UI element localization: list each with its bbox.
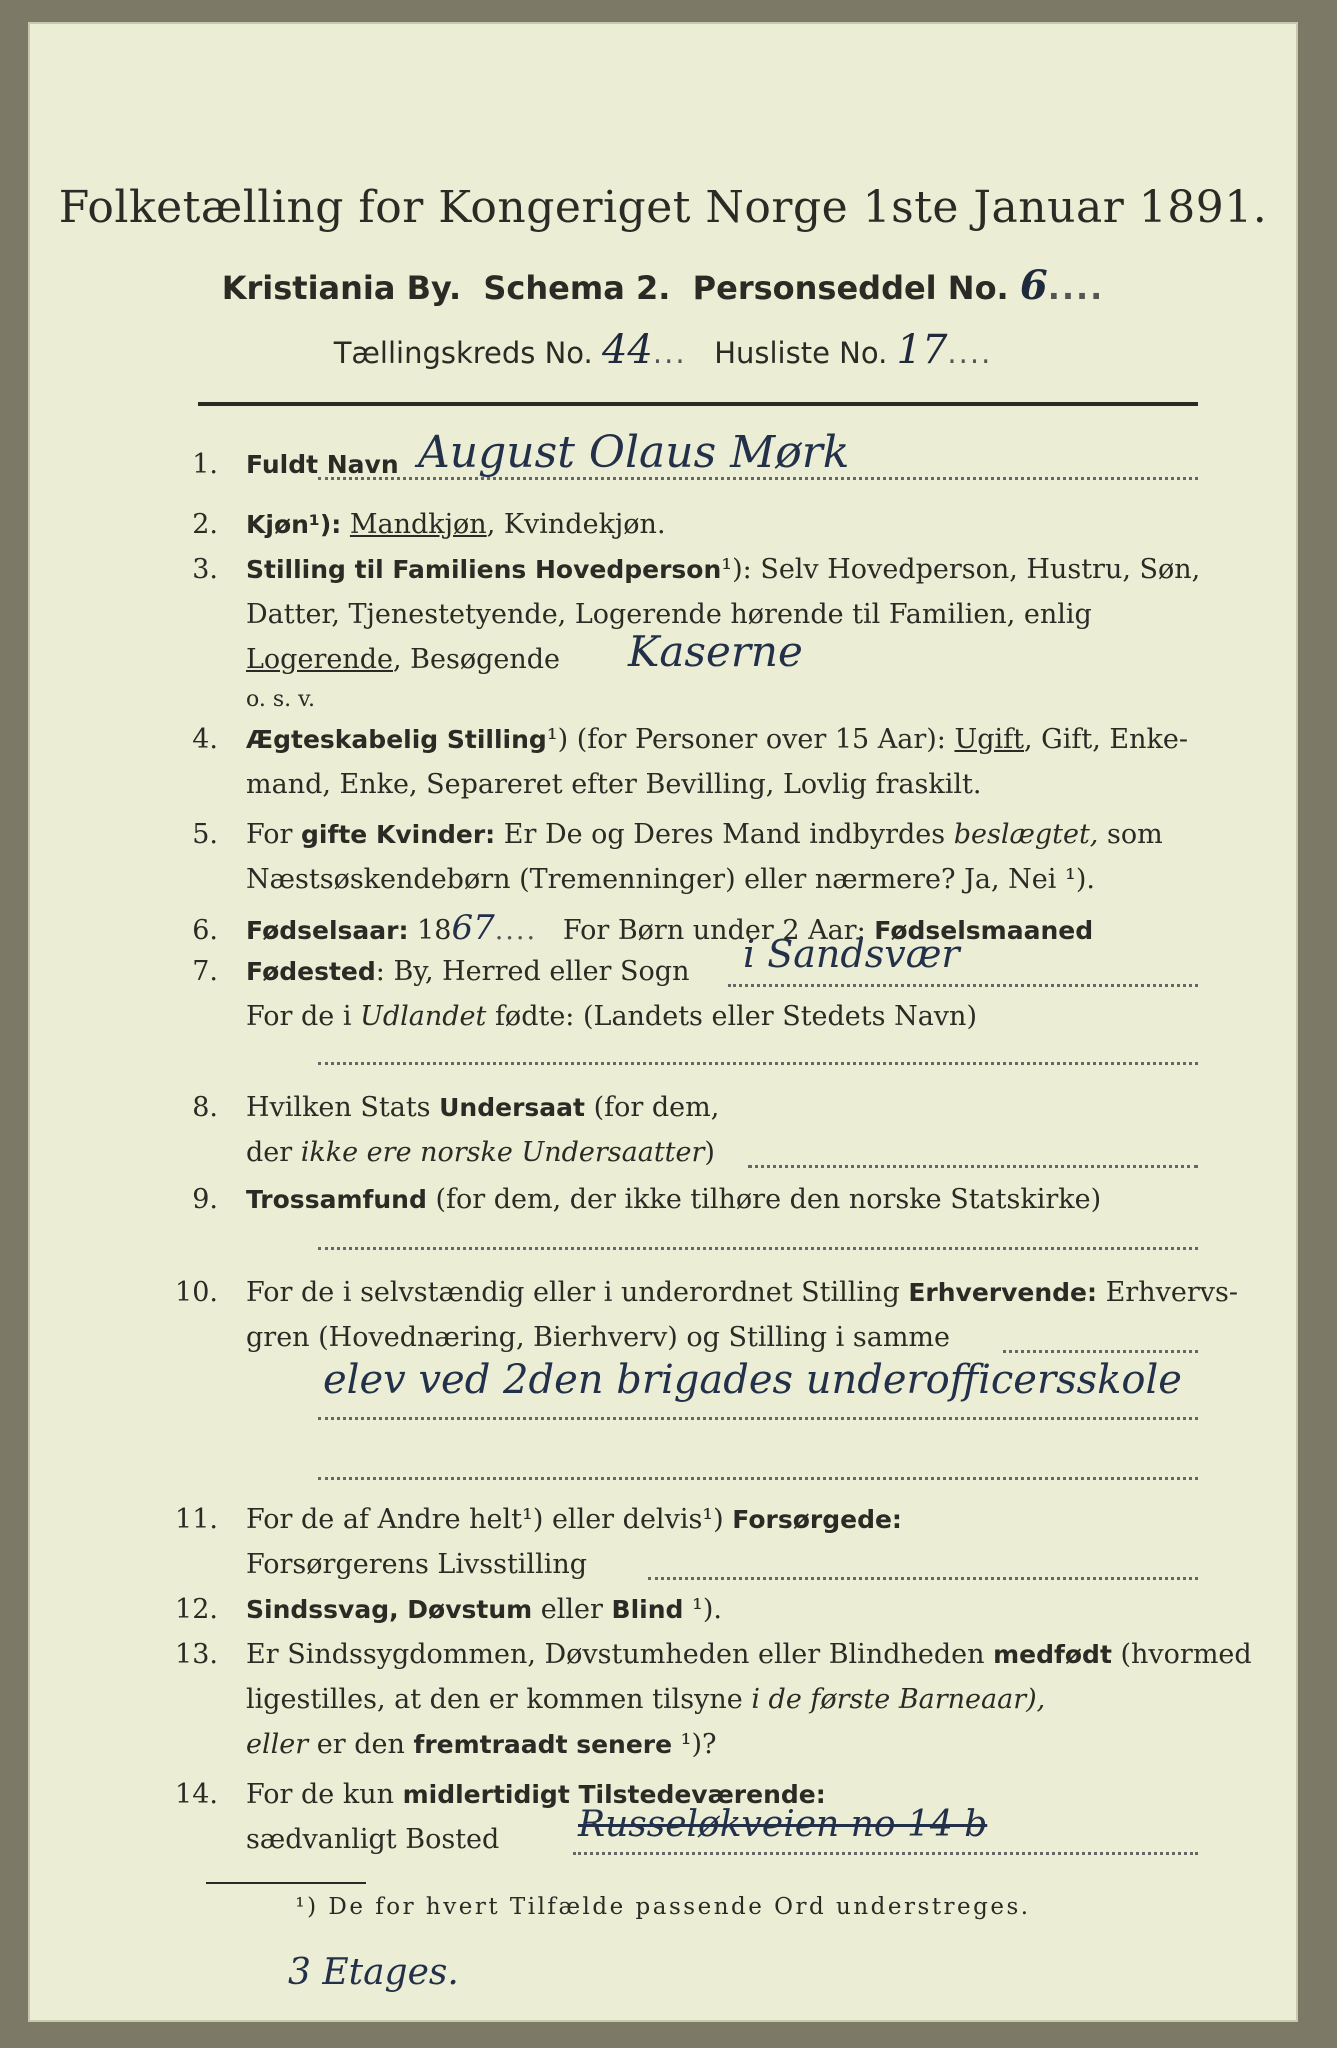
question-14: 14. For de kun midlertidigt Tilstedeværende:	[175, 1779, 826, 1810]
question-11: 11. For de af Andre helt¹) eller delvis¹) Forsørgede:	[175, 1504, 902, 1535]
question-4: 4. Ægteskabelig Stilling¹) (for Personer over 15 Aar): Ugift, Gift, Enke-	[192, 724, 1188, 755]
personseddel-label: Personseddel No.	[692, 269, 1009, 307]
question-3: 3. Stilling til Familiens Hovedperson¹): Selv Hovedperson, Hustru, Søn,	[192, 554, 1201, 585]
header-divider	[198, 402, 1198, 406]
question-8: 8. Hvilken Stats Undersaat (for dem,	[192, 1092, 720, 1123]
question-2: 2. Kjøn¹): Mandkjøn, Kvindekjøn.	[192, 509, 666, 540]
husliste-label: Husliste No.	[714, 336, 888, 370]
question-13: 13. Er Sindssygdommen, Døvstumheden eller Blindheden medfødt (hvormed	[175, 1639, 1252, 1670]
personseddel-number: 6	[1019, 262, 1048, 309]
form-title: Folketælling for Kongeriget Norge 1ste Januar 1891.	[58, 182, 1268, 233]
question-10: 10. For de i selvstændig eller i underordnet Stilling Erhvervende: Erhvervs-	[175, 1277, 1238, 1308]
bottom-handwritten-note: 3 Etages.	[288, 1952, 459, 1993]
husliste-number: 17	[896, 327, 948, 373]
q1-value: August Olaus Mørk	[418, 427, 850, 478]
census-form-sheet: Folketælling for Kongeriget Norge 1ste Januar 1891. Kristiania By. Schema 2. Personseddel No. 6.... Tællingskreds No. 44... Husliste No. 17.... 1. Fuldt Navn August Olaus Mørk 2. Kjøn¹): Mandkjøn, Kvindekjøn. 3. Stilling til Familiens Hovedperson¹): Selv Hovedperson, Hustru, Søn, Datter, Tjenestetyende, Logerende hørende til Familien, enlig Logerende, Besøgende Kaserne o. s. v. 4. Ægteskabelig Stilling¹) (for Personer over 15 Aar): Ugift, Gift, Enke- mand, Enke, Separeret efter Bevilling, Lovlig fraskilt. 5. For gifte Kvinder: Er De og Deres Mand indbyrdes beslægtet, som Næstsøskendebørn (Tremenninger) eller nærmere? Ja, Nei ¹). 6. Fødselsaar: 1867.... For Børn under 2 Aar: Fødselsmaaned 7. Fødested: By, Herred eller Sogn i Sandsvær For de i Udlandet fødte: (Landets eller Stedets Navn) 8. Hvilken Stats Undersaat (for dem, der ikke ere norske Undersaatter) 9. Trossamfund (for dem, der ikke tilhøre den norske Statskirke) 10. For de i selvstændig eller i underordnet Stilling Erhvervende: Erhvervs- gren (Hovednæring, Bierhverv) og Stilling i samme elev ved 2den brigades underofficersskole 11. For de af Andre helt¹) eller delvis¹) Forsørgede: Forsørgerens Livsstilling 12. Sindssvag, Døvstum eller Blind ¹). 13. Er Sindssygdommen, Døvstumheden eller Blindheden medfødt (hvormed ligestilles, at den er kommen tilsyne i de første Barneaar), eller er den fremtraadt senere ¹)? 14. For de kun midlertidigt Tilstedeværende: sædvanligt Bosted Russeløkveien no 14 b ¹) De for hvert Tilfælde passende Ord understreges. 3 Etages.	[28, 22, 1298, 2022]
footnote-rule	[206, 1882, 366, 1884]
q10-value: elev ved 2den brigades underofficersskole	[323, 1357, 1182, 1403]
question-7: 7. Fødested: By, Herred eller Sogn	[192, 956, 690, 987]
kreds-label: Tællingskreds No.	[333, 336, 593, 370]
form-kreds-line: Tællingskreds No. 44... Husliste No. 17....	[333, 327, 993, 373]
q2-option-selected: Mandkjøn	[349, 509, 487, 540]
q1-label: Fuldt Navn	[246, 450, 399, 479]
city-label: Kristiania By.	[221, 269, 462, 307]
q4-option-selected: Ugift	[954, 724, 1025, 755]
q6-value: 67	[451, 908, 495, 948]
form-subtitle: Kristiania By. Schema 2. Personseddel No. 6....	[221, 262, 1105, 309]
question-12: 12. Sindssvag, Døvstum eller Blind ¹).	[175, 1594, 722, 1625]
q3-value: Kaserne	[628, 627, 803, 676]
kreds-number: 44	[601, 327, 653, 373]
q7-value: i Sandsvær	[743, 932, 960, 976]
schema-label: Schema 2.	[483, 269, 671, 307]
q14-value-struck: Russeløkveien no 14 b	[578, 1804, 988, 1845]
question-6: 6. Fødselsaar: 1867.... For Børn under 2 Aar: Fødselsmaaned	[192, 908, 1094, 948]
footnote: ¹) De for hvert Tilfælde passende Ord understreges.	[295, 1894, 1031, 1920]
question-1: 1. Fuldt Navn	[192, 449, 399, 480]
question-9: 9. Trossamfund (for dem, der ikke tilhøre den norske Statskirke)	[192, 1184, 1102, 1215]
question-5: 5. For gifte Kvinder: Er De og Deres Mand indbyrdes beslægtet, som	[192, 819, 1163, 850]
